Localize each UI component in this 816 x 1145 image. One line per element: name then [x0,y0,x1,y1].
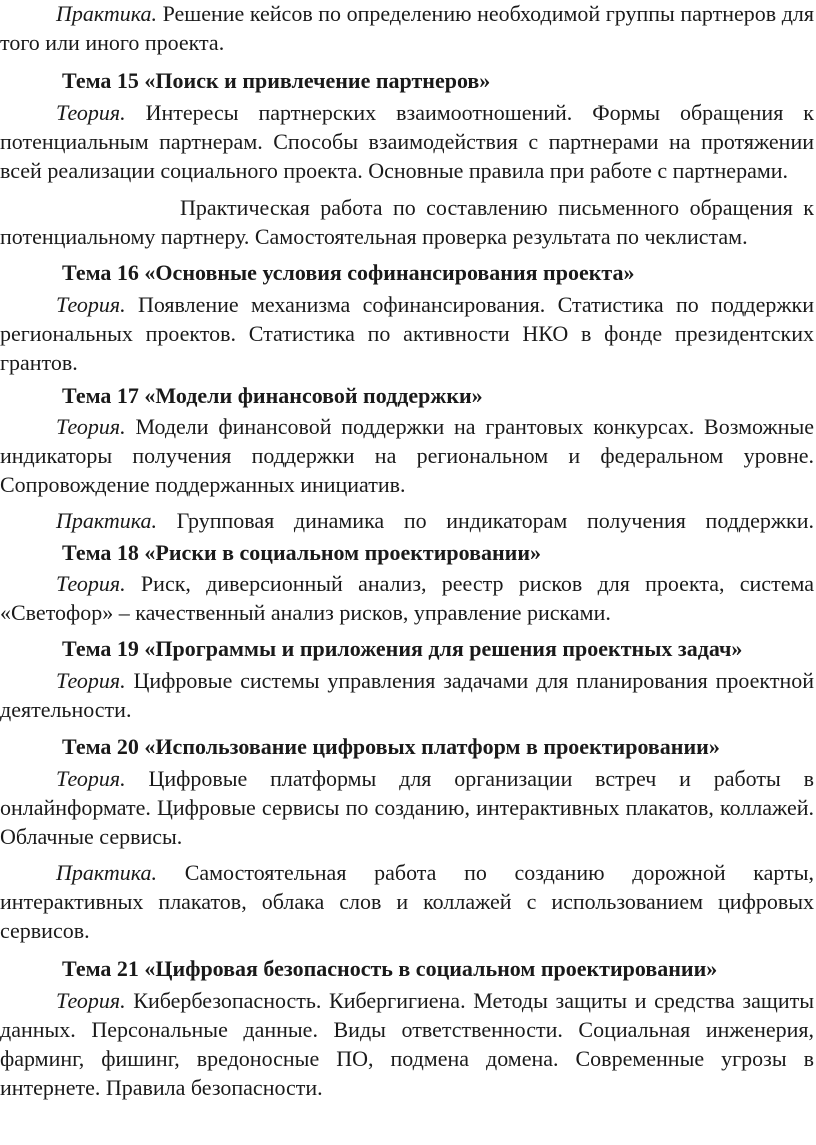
paragraph-text: Интересы партнерских взаимоотношений. Формы обращения к потенциальным партнерам. Способы взаимодействия с партнерами на протяжении всей реализации социального проекта. Основные правила при работе с партнерами. [0,100,814,183]
paragraph-theory-topic-18 [0,569,814,627]
paragraph-text: Самостоятельная работа по созданию дорожной карты, интерактивных плакатов, облака слов и коллажей с использованием цифровых сервисов. [0,860,814,943]
paragraph-text: Модели финансовой поддержки на грантовых конкурсах. Возможные индикаторы получения поддержки на региональном и федеральном уровне. Сопровождение поддержанных инициатив. [0,414,814,497]
paragraph-practice-topic-20 [0,858,814,945]
paragraph-theory-topic-16 [0,290,814,377]
paragraph-theory-topic-20 [0,764,814,851]
practice-label: Практика. [56,508,158,533]
paragraph-practice-topic-17 [0,506,814,535]
paragraph-text: Риск, диверсионный анализ, реестр рисков для проекта, система «Светофор» – качественный анализ рисков, управление рисками. [0,571,814,625]
paragraph-practice-partner-cases [0,0,814,57]
paragraph-text: Цифровые платформы для организации встреч и работы в онлайнформате. Цифровые сервисы по созданию, интерактивных плакатов, коллажей. Облачные сервисы. [0,766,814,849]
theory-label: Теория. [56,668,126,693]
paragraph-practical-work-topic-15 [0,193,814,251]
practice-label: Практика. [56,1,158,26]
topic-17-heading: Тема 17 «Модели финансовой поддержки» [62,383,483,408]
theory-label: Теория. [56,100,126,125]
practice-label: Практика. [56,860,158,885]
topic-21-heading: Тема 21 «Цифровая безопасность в социальном проектировании» [62,956,718,981]
topic-16-heading: Тема 16 «Основные условия софинансирования проекта» [62,260,635,285]
theory-label: Теория. [56,292,126,317]
paragraph-text: Появление механизма софинансирования. Статистика по поддержки региональных проектов. Статистика по активности НКО в фонде президентских грантов. [0,292,814,375]
paragraph-theory-topic-17 [0,412,814,499]
theory-label: Теория. [56,414,126,439]
theory-label: Теория. [56,988,126,1013]
topic-20-heading: Тема 20 «Использование цифровых платформ в проектировании» [62,734,720,759]
theory-label: Теория. [56,766,126,791]
paragraph-theory-topic-21 [0,986,814,1102]
topic-15-heading: Тема 15 «Поиск и привлечение партнеров» [62,68,491,93]
topic-18-heading: Тема 18 «Риски в социальном проектировании» [62,540,542,565]
paragraph-theory-topic-19 [0,666,814,724]
paragraph-text: Решение кейсов по определению необходимой группы партнеров для того или иного проекта. [0,1,814,55]
paragraph-text: Групповая динамика по индикаторам получения поддержки. [157,508,814,533]
paragraph-text: Цифровые системы управления задачами для планирования проектной деятельности. [0,668,814,722]
paragraph-text: Практическая работа по составлению письменного обращения к потенциальному партнеру. Самостоятельная проверка результата по чеклистам. [0,195,814,249]
paragraph-text: Кибербезопасность. Кибергигиена. Методы защиты и средства защиты данных. Персональные данные. Виды ответственности. Социальная инженерия, фарминг, фишинг, вредоносные ПО, подмена домена. Современные угрозы в интернете. Правила безопасности. [0,988,814,1100]
paragraph-theory-topic-15 [0,98,814,185]
theory-label: Теория. [56,571,126,596]
topic-19-heading: Тема 19 «Программы и приложения для решения проектных задач» [62,636,743,661]
